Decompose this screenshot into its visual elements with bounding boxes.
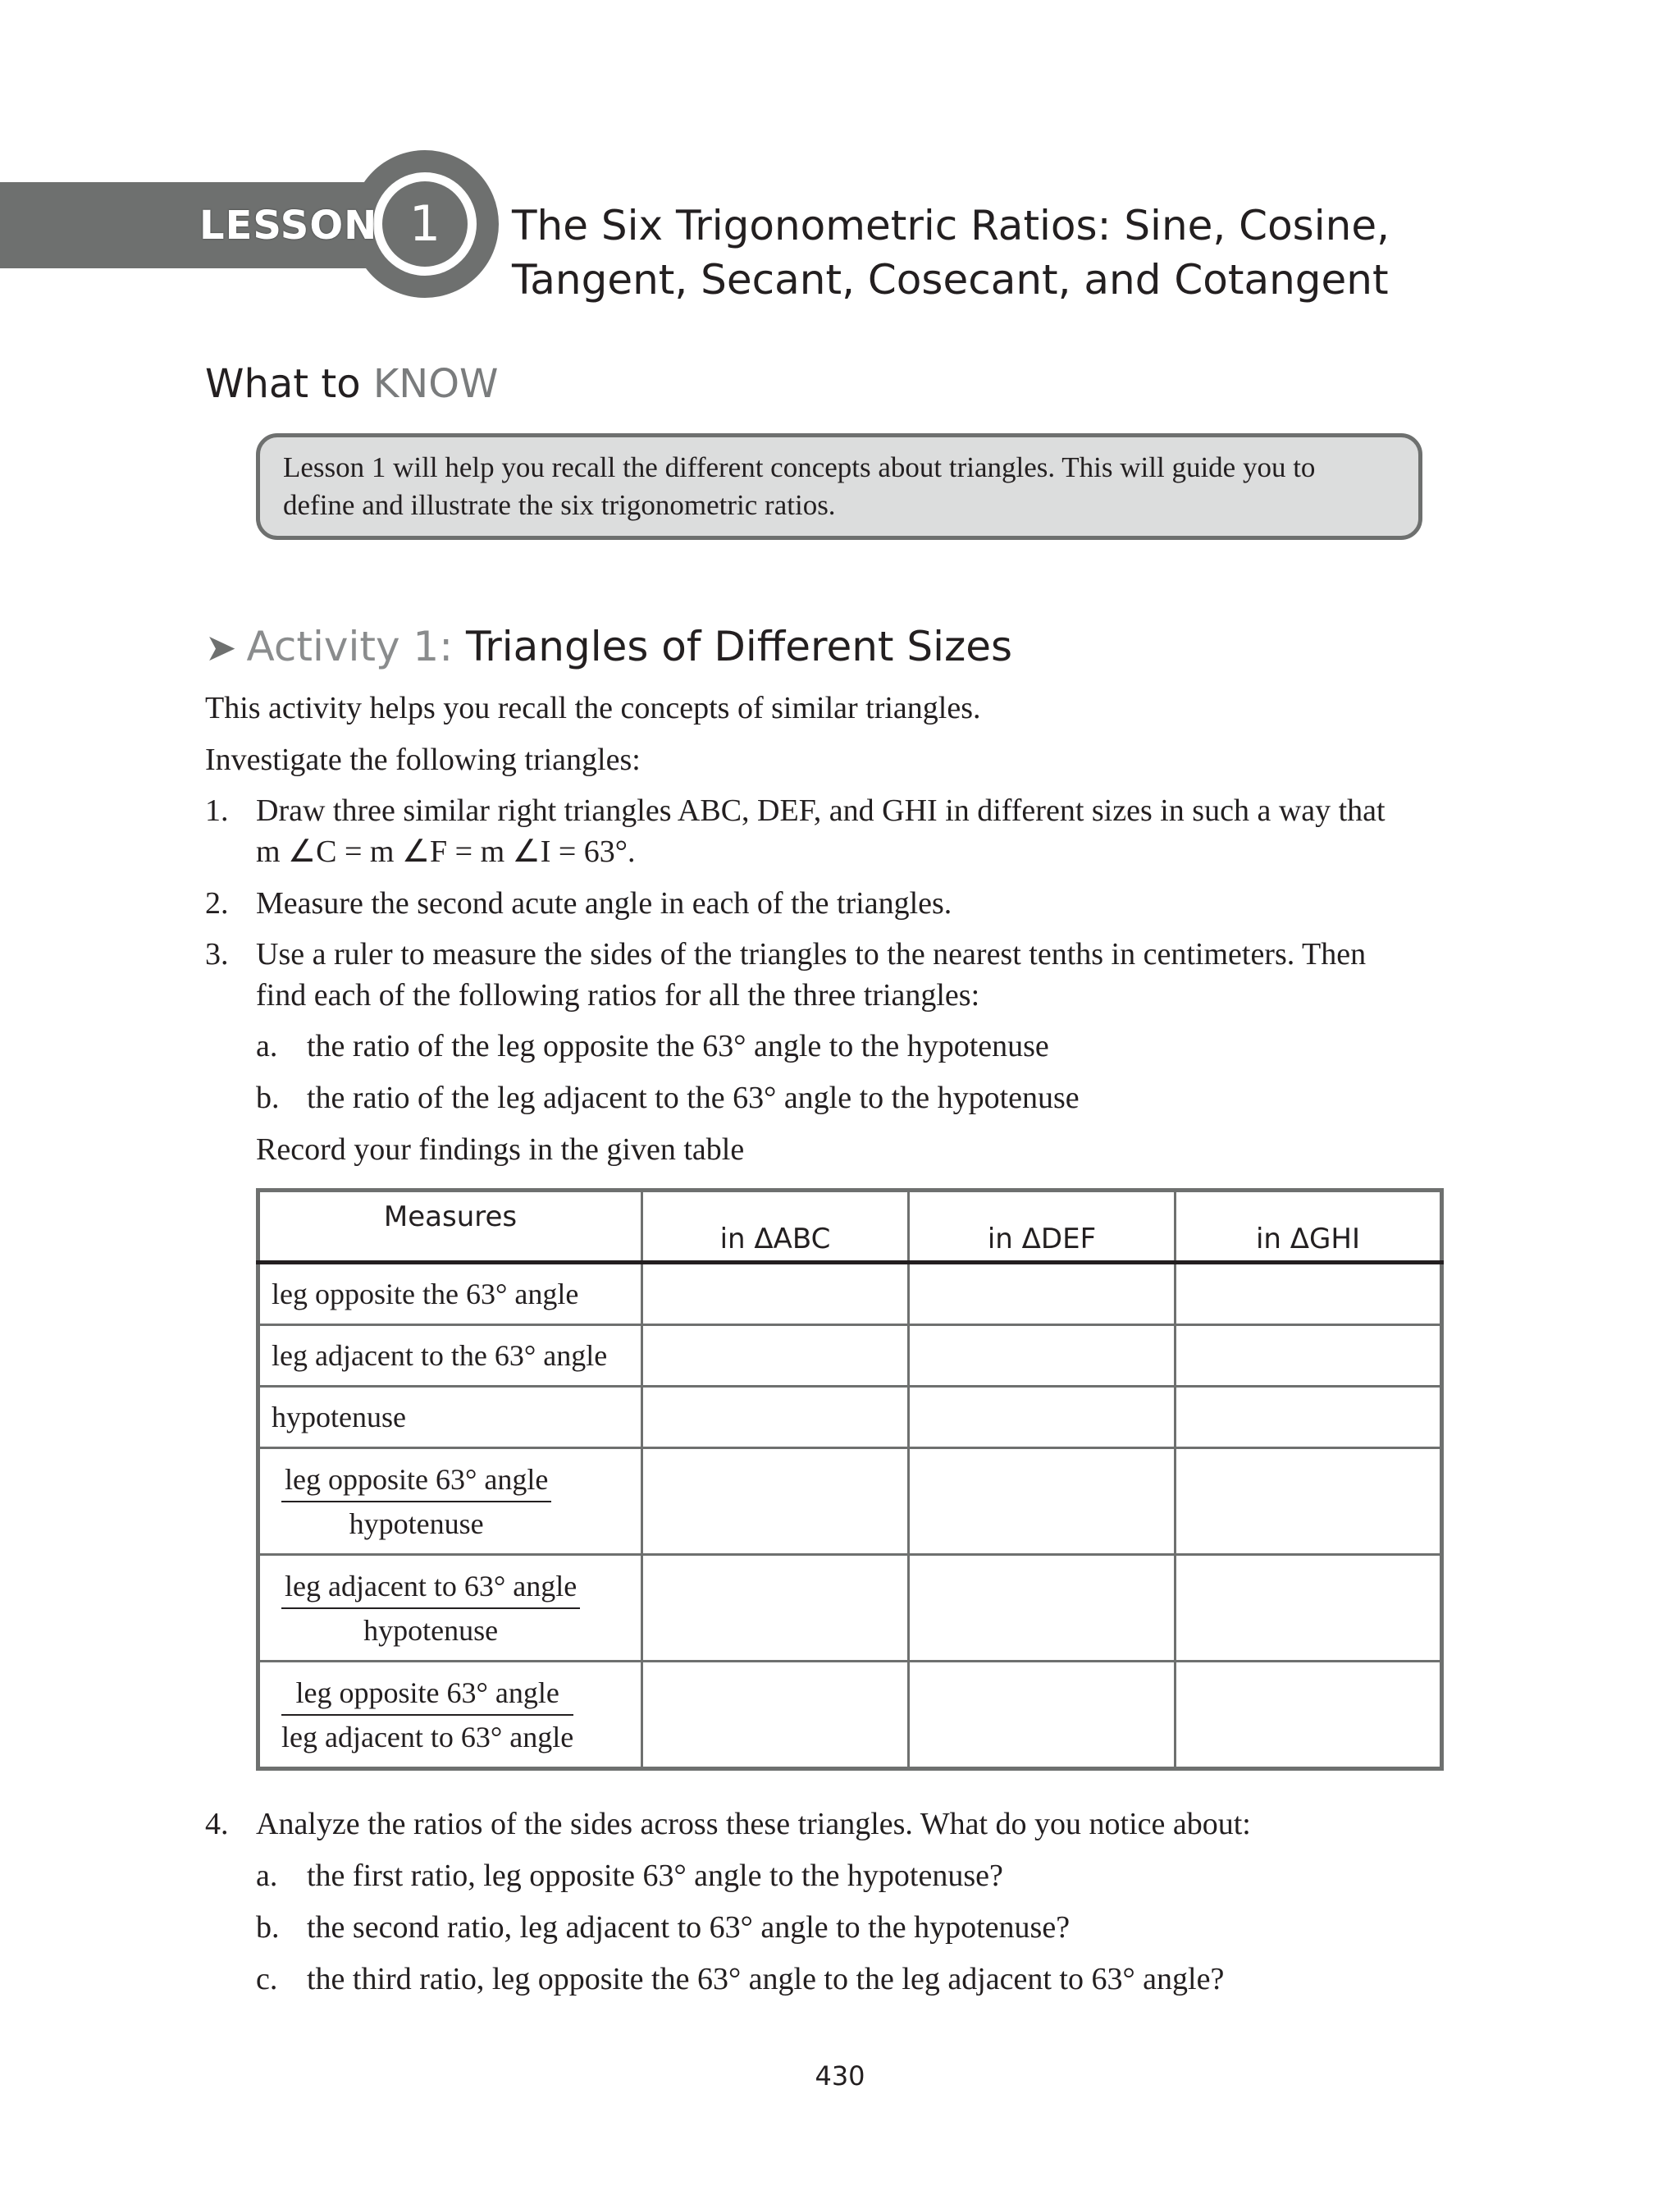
answer-cell[interactable] (1176, 1263, 1442, 1325)
sub-item-label: a. (256, 1029, 278, 1063)
answer-cell[interactable] (909, 1325, 1176, 1387)
answer-cell[interactable] (642, 1448, 909, 1555)
answer-cell[interactable] (642, 1555, 909, 1662)
answer-cell[interactable] (909, 1263, 1176, 1325)
what-to-know-heading (205, 359, 498, 409)
list-item (256, 790, 1486, 872)
table-row (258, 1387, 1442, 1448)
fraction-numerator: leg opposite 63° angle (281, 1461, 551, 1502)
fraction (281, 1568, 580, 1648)
sub-item-text: the second ratio, leg adjacent to 63° angle to the hypotenuse? (307, 1910, 1071, 1945)
answer-cell[interactable] (909, 1387, 1176, 1448)
sub-item-label: c. (256, 1962, 278, 1996)
answer-cell[interactable] (1176, 1662, 1442, 1769)
row-label-fraction (258, 1555, 642, 1662)
what-to-know-emphasis: KNOW (372, 361, 499, 407)
row-label-fraction (258, 1448, 642, 1555)
list-item: Measure the second acute angle in each of the triangles. (256, 886, 952, 921)
row-label: hypotenuse (258, 1387, 642, 1448)
know-box-line2: define and illustrate the six trigonometric ratios. (283, 489, 836, 521)
fraction-denominator: leg adjacent to 63° angle (281, 1720, 574, 1753)
table-row (258, 1263, 1442, 1325)
answer-cell[interactable] (1176, 1387, 1442, 1448)
item-line: Use a ruler to measure the sides of the triangles to the nearest tenths in centimeters. Then (256, 937, 1367, 972)
answer-cell[interactable] (909, 1662, 1176, 1769)
list-item (256, 934, 1486, 1016)
answer-cell[interactable] (1176, 1448, 1442, 1555)
sub-item-label: b. (256, 1081, 280, 1115)
answer-cell[interactable] (1176, 1555, 1442, 1662)
table-row (258, 1662, 1442, 1769)
activity-label: Activity 1: (246, 623, 454, 670)
header-abc: in ΔABC (642, 1191, 909, 1263)
lesson-number: 1 (409, 195, 441, 253)
lesson-title (512, 199, 1578, 307)
lesson-number-badge (382, 181, 468, 267)
row-label: leg opposite the 63° angle (258, 1263, 642, 1325)
header-measures: Measures (258, 1191, 642, 1263)
sub-item-text: the ratio of the leg opposite the 63° angle to the hypotenuse (307, 1029, 1049, 1063)
answer-cell[interactable] (909, 1555, 1176, 1662)
item-number: 2. (205, 886, 229, 921)
answer-cell[interactable] (642, 1325, 909, 1387)
activity-title: Triangles of Different Sizes (466, 623, 1013, 670)
sub-item-label: a. (256, 1859, 278, 1893)
item-line: find each of the following ratios for all the three triangles: (256, 978, 980, 1013)
row-label: leg adjacent to the 63° angle (258, 1325, 642, 1387)
fraction-denominator: hypotenuse (349, 1506, 484, 1540)
row-label-fraction (258, 1662, 642, 1769)
investigate-text: Investigate the following triangles: (205, 743, 641, 777)
answer-cell[interactable] (642, 1263, 909, 1325)
page-number: 430 (815, 2060, 865, 2092)
lesson-title-line2: Tangent, Secant, Cosecant, and Cotangent (512, 256, 1389, 304)
know-box-line1: Lesson 1 will help you recall the different concepts about triangles. This will guide you to (283, 451, 1316, 483)
activity-intro: This activity helps you recall the concepts of similar triangles. (205, 691, 981, 725)
item-line: Draw three similar right triangles ABC, DEF, and GHI in different sizes in such a way that (256, 793, 1386, 828)
lesson-title-line1: The Six Trigonometric Ratios: Sine, Cosine, (512, 202, 1390, 249)
table-row (258, 1448, 1442, 1555)
answer-cell[interactable] (1176, 1325, 1442, 1387)
fraction-numerator: leg adjacent to 63° angle (281, 1568, 580, 1609)
item-number: 4. (205, 1807, 229, 1841)
table-header-row (258, 1191, 1442, 1263)
activity-heading (205, 620, 1012, 674)
answer-cell[interactable] (642, 1662, 909, 1769)
sub-item-text: the first ratio, leg opposite 63° angle to the hypotenuse? (307, 1859, 1003, 1893)
fraction-denominator: hypotenuse (363, 1613, 499, 1647)
list-item: Analyze the ratios of the sides across these triangles. What do you notice about: (256, 1807, 1251, 1841)
what-to-know-prefix: What to (205, 361, 361, 407)
answer-cell[interactable] (909, 1448, 1176, 1555)
table-row (258, 1325, 1442, 1387)
measures-table (256, 1188, 1444, 1771)
answer-cell[interactable] (642, 1387, 909, 1448)
sub-item-label: b. (256, 1910, 280, 1945)
sub-item-text: the ratio of the leg adjacent to the 63° angle to the hypotenuse (307, 1081, 1080, 1115)
lesson-word: LESSON (199, 203, 378, 249)
fraction (281, 1461, 551, 1542)
record-instruction: Record your findings in the given table (256, 1132, 745, 1167)
item-number: 3. (205, 937, 229, 972)
what-to-know-box (256, 433, 1422, 540)
sub-item-text: the third ratio, leg opposite the 63° angle to the leg adjacent to 63° angle? (307, 1962, 1225, 1996)
item-line: m ∠C = m ∠F = m ∠I = 63°. (256, 834, 636, 869)
item-number: 1. (205, 793, 229, 828)
header-def: in ΔDEF (909, 1191, 1176, 1263)
fraction-numerator: leg opposite 63° angle (281, 1675, 573, 1716)
fraction (281, 1675, 573, 1755)
header-ghi: in ΔGHI (1176, 1191, 1442, 1263)
arrow-right-icon: ➤ (205, 625, 237, 670)
table-row (258, 1555, 1442, 1662)
